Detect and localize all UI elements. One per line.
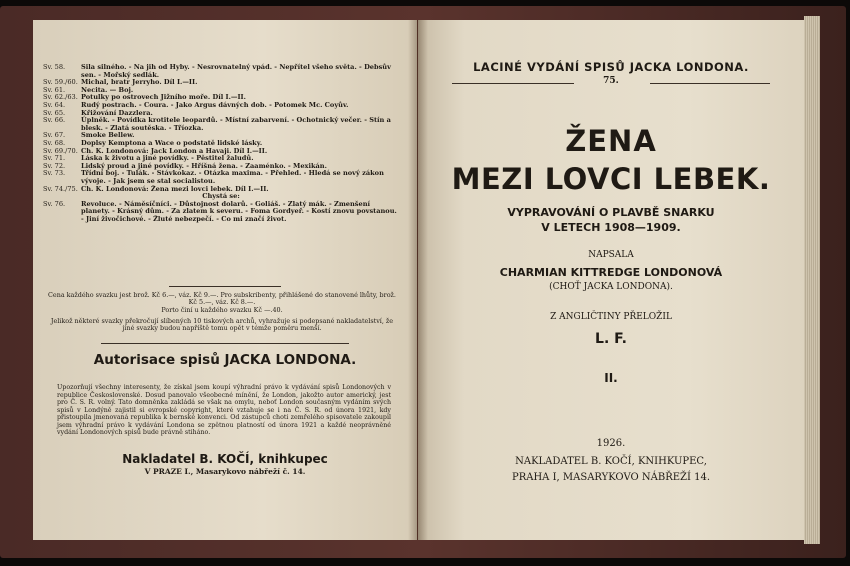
volume-title: Ch. K. Londonová: Žena mezi lovci lebek. Díl I.—II. xyxy=(81,184,269,193)
volume-number: Sv. 76. xyxy=(43,199,66,208)
volume-title: Michal, bratr Jerryho. Díl I.—II. xyxy=(81,78,198,87)
volume-entry xyxy=(43,201,399,224)
volume-number: 75. xyxy=(603,76,619,86)
volume-entry xyxy=(43,117,399,132)
volume-list xyxy=(43,64,399,223)
book-title-line-2: MEZI LOVCI LEBEK. xyxy=(451,162,771,196)
volume-entry xyxy=(43,64,399,79)
volume-number: Sv. 69./70. xyxy=(43,146,78,155)
translated-label: Z ANGLIČTINY PŘELOŽIL xyxy=(550,312,672,322)
volume-title: Smoke Bellew. xyxy=(81,131,135,140)
part-number: II. xyxy=(604,371,618,385)
volume-number: Sv. 59./60. xyxy=(43,78,78,87)
authorization-heading: Autorisace spisů JACKA LONDONA. xyxy=(93,352,357,368)
divider xyxy=(169,286,281,287)
author-name: CHARMIAN KITTREDGE LONDONOVÁ xyxy=(499,266,723,279)
subtitle-line-2: V LETECH 1908—1909. xyxy=(541,221,681,234)
left-page xyxy=(33,20,417,540)
price-line-3: Jelikož některé svazky překročují slíbených 10 tiskových archů, vyhražuje si podepsané nakladatelství, že jiné svazky budou napříště tomu opět v témže poměru menší. xyxy=(50,317,394,333)
wrote-label: NAPSALA xyxy=(588,250,634,260)
volume-number: Sv. 74./75. xyxy=(43,184,78,193)
volume-title: Ch. K. Londonová: Jack London a Havaji. Díl I.—II. xyxy=(81,146,268,155)
volume-number: Sv. 64. xyxy=(43,100,66,109)
volume-title: Láska k životu a jiné povídky. - Pěstitel žaludů. xyxy=(81,154,254,163)
volume-number: Sv. 62./63. xyxy=(43,93,78,102)
volume-number: Sv. 67. xyxy=(43,131,66,140)
volume-number: Sv. 68. xyxy=(43,138,66,147)
volume-title: Úplněk. - Povídka krotitele leopardů. - Místní zabarvení. - Ochotnický večer. - Stín a blesk. - Zlatá soutěska. - Tříozka. xyxy=(81,116,391,132)
publisher-address: V PRAZE I., Masarykovo nábřeží č. 14. xyxy=(144,467,306,476)
volume-number: Sv. 66. xyxy=(43,116,66,125)
volume-number: Sv. 58. xyxy=(43,63,66,71)
volume-title: Necita. — Boj. xyxy=(81,85,134,94)
translator: L. F. xyxy=(595,331,627,347)
subtitle-line-1: VYPRAVOVÁNÍ O PLAVBĚ SNARKU xyxy=(507,206,715,219)
publisher-line-2: PRAHA I, MASARYKOVO NÁBŘEŽÍ 14. xyxy=(511,472,711,483)
volume-title: Potulky po ostrovech Jižního moře. Díl I.—II. xyxy=(81,93,246,102)
series-title: LACINÉ VYDÁNÍ SPISŮ JACKA LONDONA. xyxy=(473,60,749,74)
book-gutter xyxy=(408,20,428,540)
year: 1926. xyxy=(596,438,626,449)
page-edges xyxy=(804,16,820,544)
volume-number: Sv. 65. xyxy=(43,108,66,117)
volume-title: Křižování Dazzlera. xyxy=(81,108,153,117)
volume-title: Doplsy Kemptona a Wace o podstatě lidské lásky. xyxy=(81,138,263,147)
volume-number: Sv. 73. xyxy=(43,169,66,178)
publisher-line-1: NAKLADATEL B. KOČÍ, KNIHKUPEC, xyxy=(515,456,707,467)
volume-title: Lidský proud a jiné povídky. - Hříšná žena. - Zaaménko. - Mexikán. xyxy=(81,161,327,170)
upcoming-heading: Chystá se: xyxy=(202,192,240,201)
volume-number: Sv. 71. xyxy=(43,154,66,163)
divider xyxy=(101,343,349,344)
author-note: (CHOŤ JACKA LONDONA). xyxy=(549,282,673,292)
volume-title: Sila silného. - Na jih od Hyby. - Nesrovnatelný vpád. - Nepřítel všeho světa. - Debsův sen. - Mořský sedlák. xyxy=(81,63,391,79)
price-line-2: Porto činí u každého svazku Kč —.40. xyxy=(161,306,283,314)
publisher-line: Nakladatel B. KOČÍ, knihkupec xyxy=(122,452,328,466)
price-line-1: Cena každého svazku jest brož. Kč 6.—, váz. Kč 9.—. Pro subskribenty, přihlášené do stanovené lhůty, brož. Kč 5.—, váz. Kč 8.—. xyxy=(48,291,396,307)
title-page xyxy=(418,20,804,540)
authorization-text: Upozorňují všechny interesenty, že získal jsem koupí výhradní právo k vydávání spisů Londonových v republice Československé. Dosud panovalo všeobecné mínění, že London, jakožto autor americký, jest pro Č. S. R. volný. Tato domněnka zakládá se však na omylu, neboť London současným vydáním svých spisů v Londýně zajistil si evropské copyright, které vztahuje se i na Č. S. R. od února 1921, kdy přistoupila jmenovaná republika k bernské konvenci. Od zástupců choti zemřelého spisovatele zakoupil jsem výhradní právo k vydávání Londona se zpětnou platností od února 1921 a každé neoprávněné vydání Londonových spisů bude právně stiháno. xyxy=(57,384,391,436)
book-title-line-1: ŽENA xyxy=(565,124,657,158)
volume-entry xyxy=(43,170,399,185)
volume-title: Rudý postrach. - Coura. - Jako Argus dávných dob. - Potomek Mc. Coyův. xyxy=(81,100,349,109)
volume-title: Třídní boj. - Tulák. - Stávkokaz. - Otázka maxima. - Přehled. - Hledá se nový zákon vývoje. - Jak jsem se stal socialistou. xyxy=(81,169,384,185)
volume-title: Revoluce. - Náměsíčníci. - Důstojnost dolarů. - Goliáš. - Zlatý mák. - Zmenšení planety. - Krásný dům. - Za zlatem k severu. - Foma Gordyeř. - Kostí znovu povstanou. - Jiní živočichové. - Žluté nebezpečí. - Co mi značí život. xyxy=(81,199,397,223)
volume-number: Sv. 72. xyxy=(43,161,66,170)
volume-number: Sv. 61. xyxy=(43,85,66,94)
divider xyxy=(650,83,770,84)
